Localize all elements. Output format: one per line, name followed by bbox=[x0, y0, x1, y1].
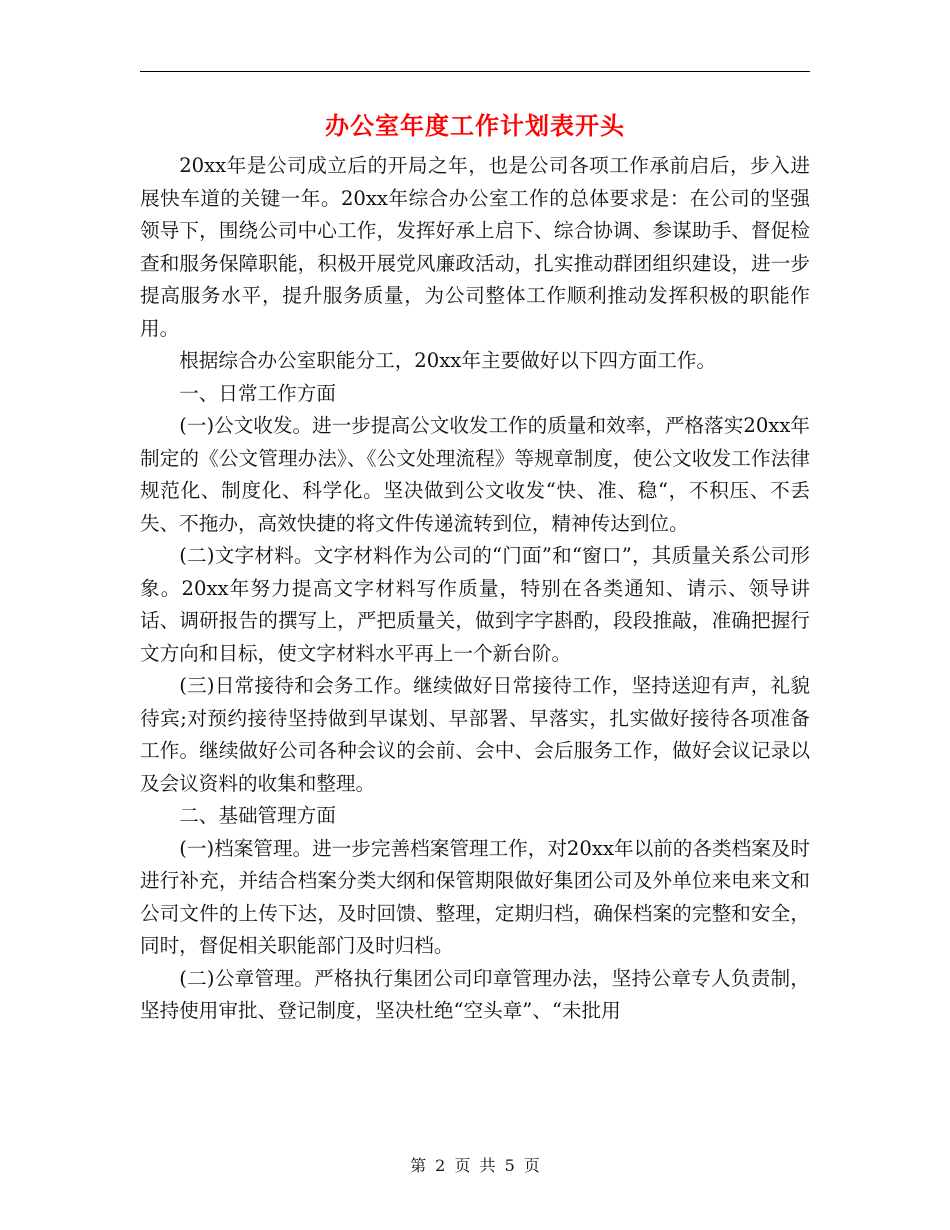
paragraph-scope: 根据综合办公室职能分工，20xx年主要做好以下四方面工作。 bbox=[179, 349, 717, 372]
document-title: 办公室年度工作计划表开头 bbox=[325, 111, 625, 140]
header-rule bbox=[140, 71, 810, 72]
section-heading-daily-work: 一、日常工作方面 bbox=[179, 381, 336, 405]
paragraph-document-handling: (一)公文收发。进一步提高公文收发工作的质量和效率，严格落实20xx年制定的《公文管理办法》、《公文处理流程》等规章制度，使公文收发工作法律规范化、制度化、科学化。坚决做到公文收发“快、准、稳“，不积压、不丢失、不拖办，高效快捷的将文件传递流转到位，精神传达到位。 bbox=[140, 414, 810, 535]
document-body bbox=[140, 150, 810, 1028]
paragraph-seal-management: (二)公章管理。严格执行集团公司印章管理办法，坚持公章专人负责制，坚持使用审批、登记制度，坚决杜绝“空头章”、“未批用 bbox=[140, 966, 810, 1022]
paragraph-reception-meetings: (三)日常接待和会务工作。继续做好日常接待工作，坚持送迎有声，礼貌待宾;对预约接待坚持做到早谋划、早部署、早落实，扎实做好接待各项准备工作。继续做好公司各种会议的会前、会中、会后服务工作，做好会议记录以及会议资料的收集和整理。 bbox=[140, 674, 810, 795]
paragraph-written-materials: (二)文字材料。文字材料作为公司的“门面”和“窗口”，其质量关系公司形象。20xx年努力提高文字材料写作质量，特别在各类通知、请示、领导讲话、调研报告的撰写上，严把质量关，做到字字斟酌，段段推敲，准确把握行文方向和目标，使文字材料水平再上一个新台阶。 bbox=[140, 544, 810, 665]
paragraph-archive-management: (一)档案管理。进一步完善档案管理工作，对20xx年以前的各类档案及时进行补充，并结合档案分类大纲和保管期限做好集团公司及外单位来电来文和公司文件的上传下达，及时回馈、整理，定期归档，确保档案的完整和安全，同时，督促相关职能部门及时归档。 bbox=[140, 836, 810, 957]
paragraph-intro: 20xx年是公司成立后的开局之年，也是公司各项工作承前启后，步入进展快车道的关键一年。20xx年综合办公室工作的总体要求是：在公司的坚强领导下，围绕公司中心工作，发挥好承上启下、综合协调、参谋助手、督促检查和服务保障职能，积极开展党风廉政活动，扎实推动群团组织建设，进一步提高服务水平，提升服务质量，为公司整体工作顺利推动发挥积极的职能作用。 bbox=[140, 154, 810, 340]
section-heading-basic-management: 二、基础管理方面 bbox=[179, 804, 336, 827]
page-footer: 第 2 页 共 5 页 bbox=[410, 1156, 540, 1175]
